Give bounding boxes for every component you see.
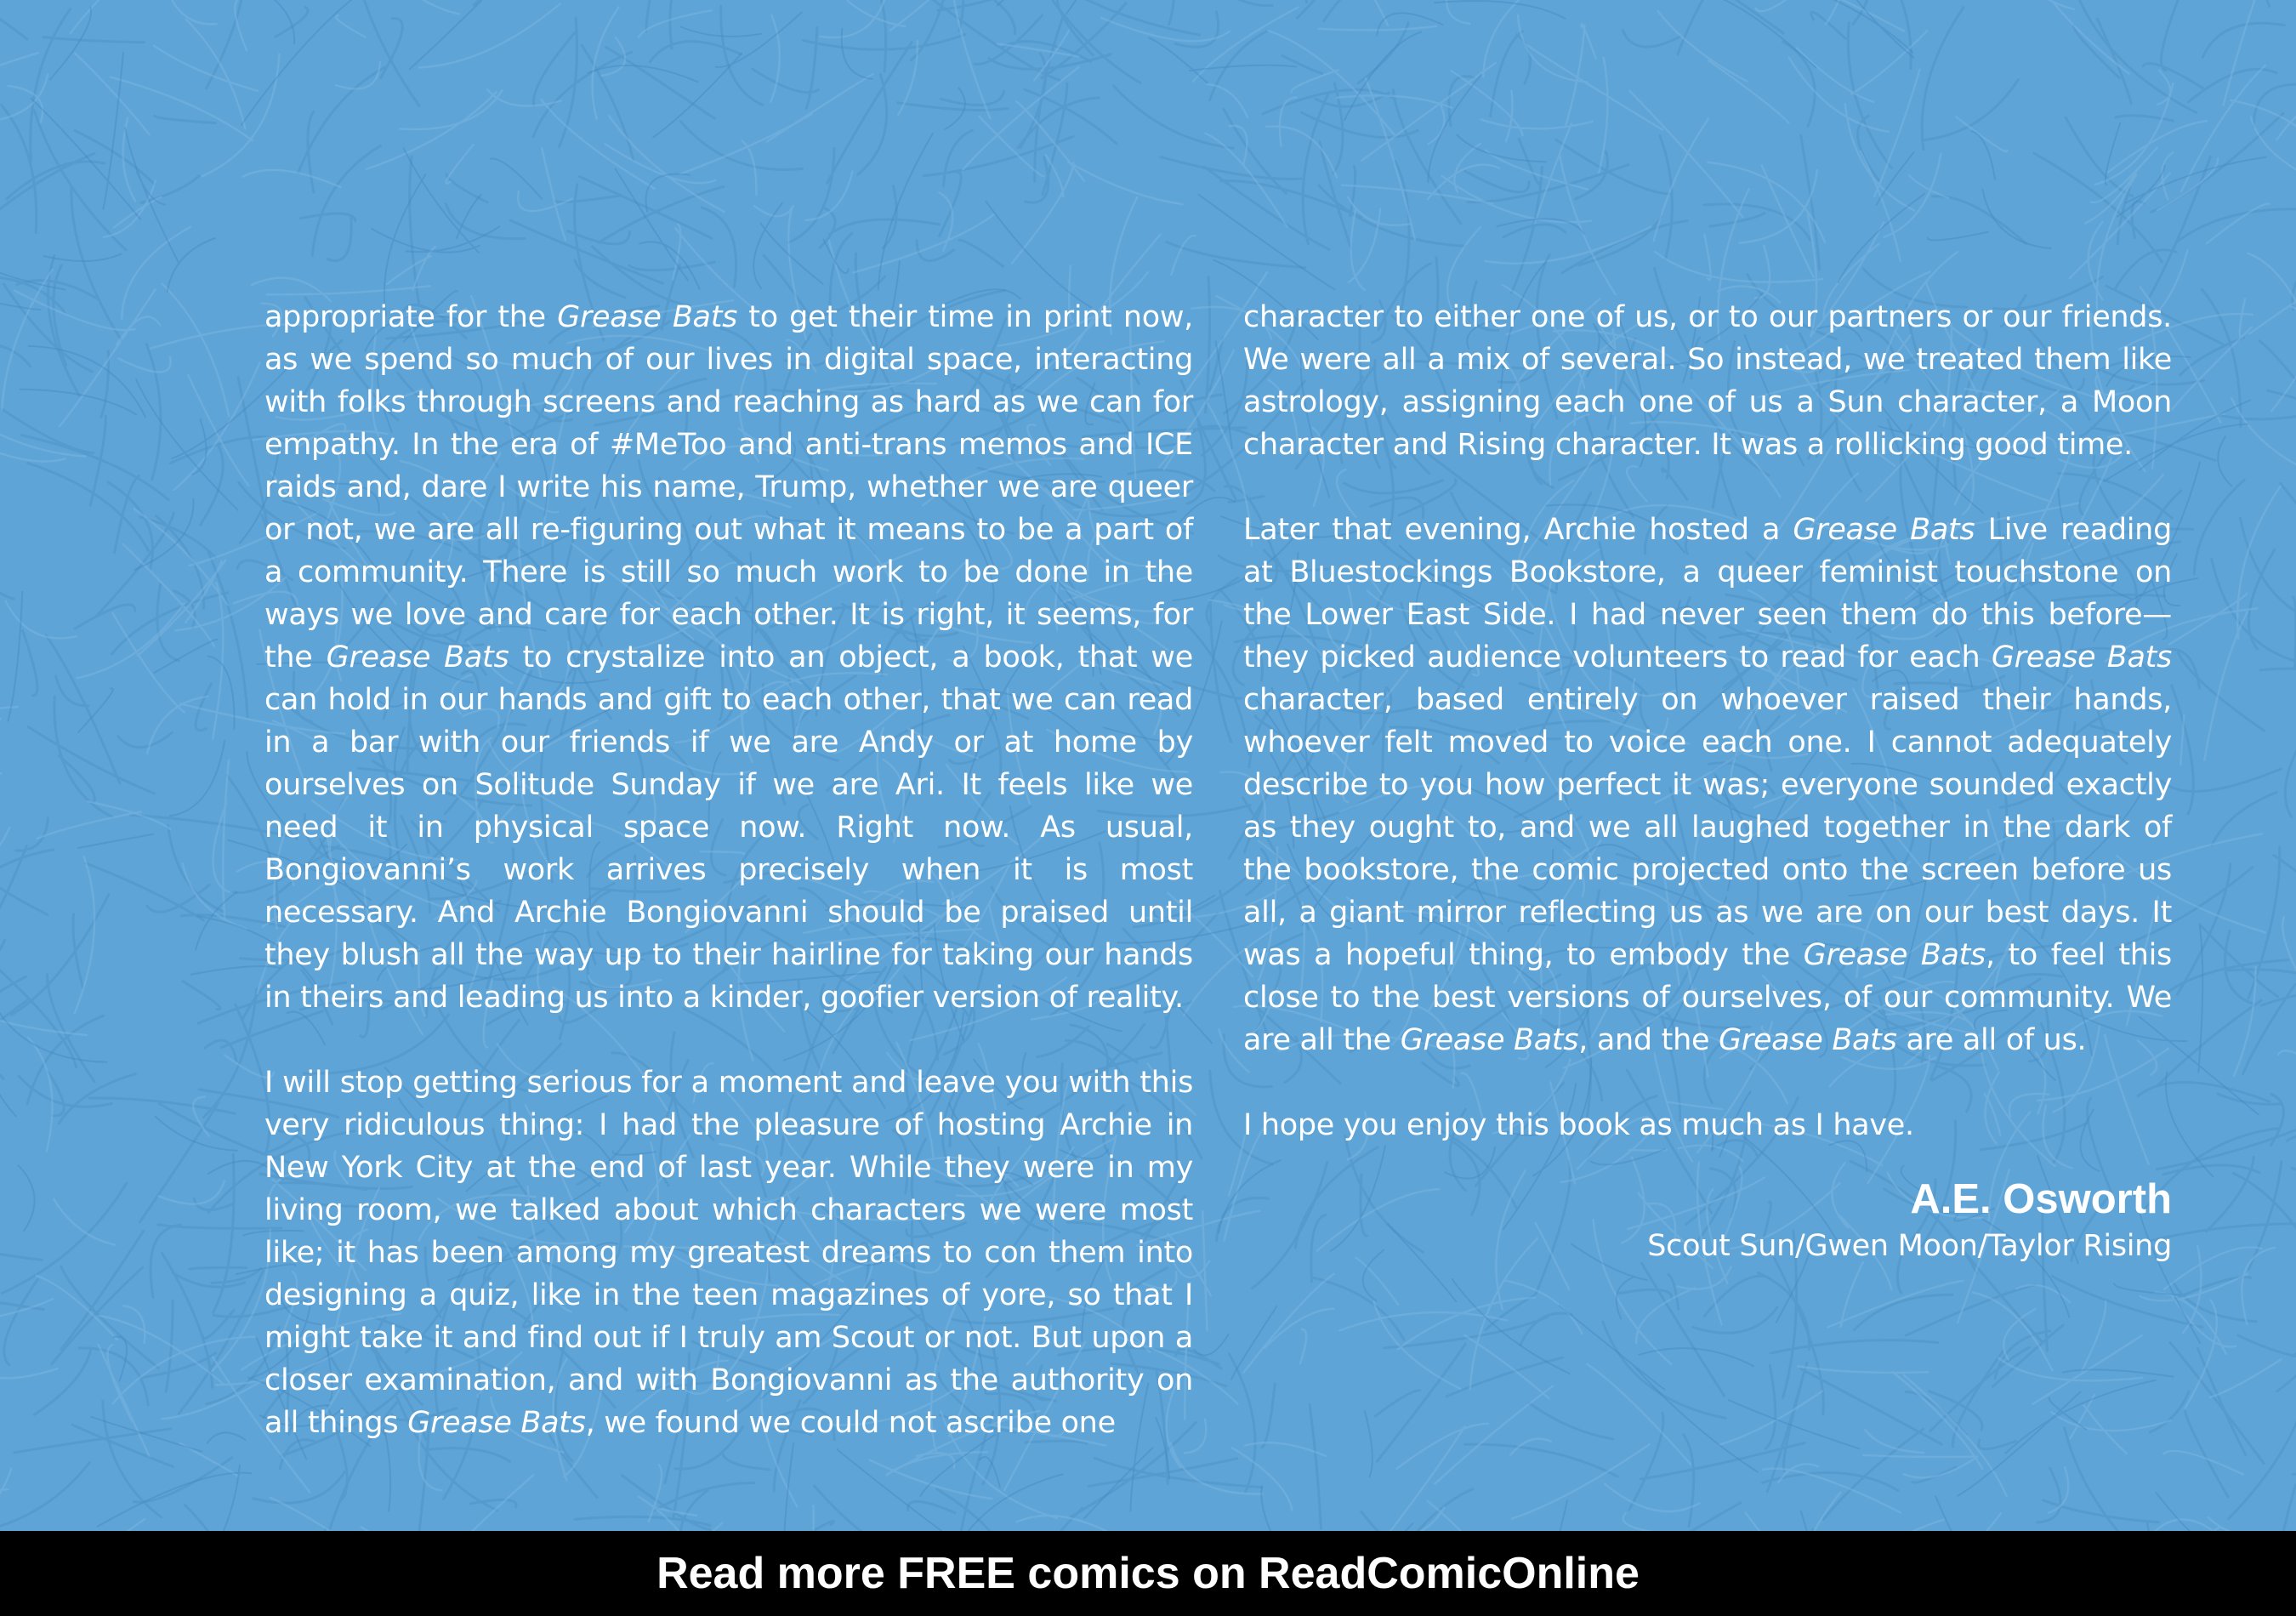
title-italic: Grease Bats bbox=[1803, 938, 1986, 972]
paragraph: I will stop getting serious for a moment and leave you with this very ridiculous thing: I had the pleasure of hosting Archie in New York City at the end of last year. While they were in my living room, we talked about which characters we were most like; it has been among my greatest dreams to con them into designing a quiz, like in the teen magazines of yore, so that I might take it and find out if I truly am Scout or not. But upon a closer examination, and with Bongiovanni as the authority on all things Grease Bats, we found we could not ascribe one bbox=[264, 1066, 1193, 1440]
author-name: A.E. Osworth bbox=[1910, 1176, 2172, 1222]
title-italic: Grease Bats bbox=[1793, 513, 1975, 547]
title-italic: Grease Bats bbox=[557, 300, 738, 334]
promo-banner bbox=[0, 1531, 2296, 1616]
text-column-right bbox=[1243, 296, 2172, 1147]
author-role: Scout Sun/Gwen Moon/Taylor Rising bbox=[1647, 1229, 2172, 1263]
title-italic: Grease Bats bbox=[326, 640, 509, 674]
paragraph: appropriate for the Grease Bats to get their time in print now, as we spend so much of our lives in digital space, interacting with folks through screens and reaching as hard as we can for empathy. In the era of #MeToo and anti-trans memos and ICE raids and, dare I write his name, Trump, whether we are queer or not, we are all re-figuring out what it means to be a part of a community. There is still so much work to be done in the ways we love and care for each other. It is right, it seems, for the Grease Bats to crystalize into an object, a book, that we can hold in our hands and gift to each other, that we can read in a bar with our friends if we are Andy or at home by ourselves on Solitude Sunday if we are Ari. It feels like we need it in physical space now. Right now. As usual, Bongiovanni’s work arrives precisely when it is most necessary. And Archie Bongiovanni should be praised until they blush all the way up to their hairline for taking our hands in theirs and leading us into a kinder, goofier version of reality. bbox=[264, 300, 1193, 1015]
paragraph: Later that evening, Archie hosted a Grease Bats Live reading at Bluestockings Bookstore, a queer feminist touchstone on the Lower East Side. I had never seen them do this before—they picked audience volunteers to read for each Grease Bats character, based entirely on whoever raised their hands, whoever felt moved to voice each one. I cannot adequately describe to you how perfect it was; everyone sounded exactly as they ought to, and we all laughed together in the dark of the bookstore, the comic projected onto the screen before us all, a giant mirror reflecting us as we are on our best days. It was a hopeful thing, to embody the Grease Bats, to feel this close to the best versions of ourselves, of our community. We are all the Grease Bats, and the Grease Bats are all of us. bbox=[1243, 513, 2172, 1057]
text-column-left bbox=[264, 296, 1193, 1444]
promo-banner-link[interactable]: Read more FREE comics on ReadComicOnline bbox=[656, 1549, 1640, 1598]
paragraph: I hope you enjoy this book as much as I have. bbox=[1243, 1108, 1914, 1142]
title-italic: Grease Bats bbox=[1400, 1023, 1579, 1057]
title-italic: Grease Bats bbox=[1719, 1023, 1897, 1057]
title-italic: Grease Bats bbox=[1991, 640, 2172, 674]
title-italic: Grease Bats bbox=[407, 1406, 586, 1440]
signature-block bbox=[1243, 1172, 2172, 1266]
paragraph: character to either one of us, or to our partners or our friends. We were all a mix of several. So instead, we treated them like astrology, assigning each one of us a Sun character, a Moon character and Rising character. It was a rollicking good time. bbox=[1243, 300, 2172, 462]
